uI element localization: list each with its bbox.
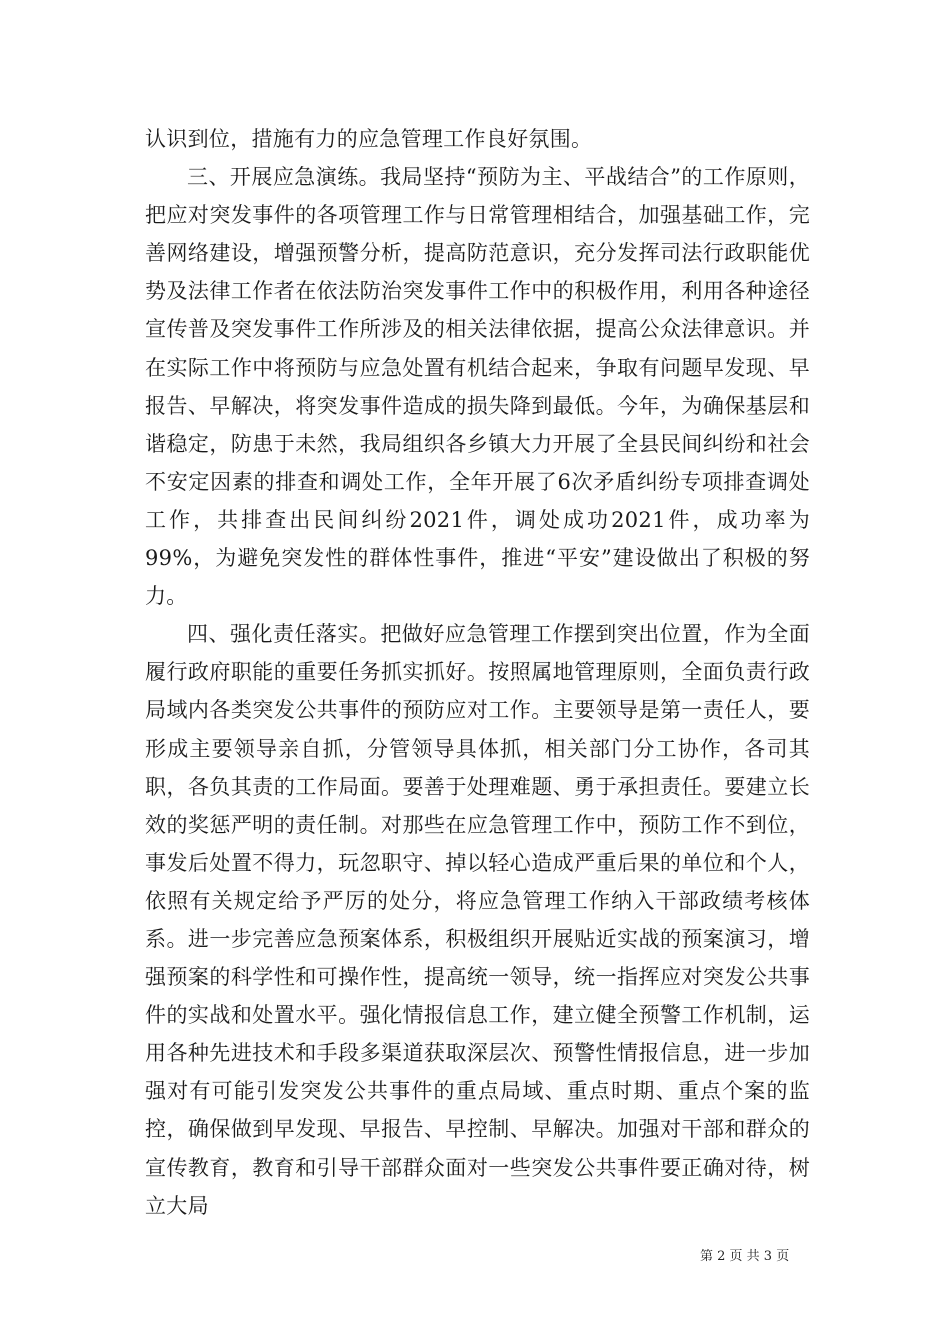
- page-number: 第 2 页 共 3 页: [700, 1249, 790, 1264]
- paragraph-emergency-drill: 三、开展应急演练。我局坚持“预防为主、平战结合”的工作原则，把应对突发事件的各项管理工作与日常管理相结合，加强基础工作，完善网络建设，增强预警分析，提高防范意识，充分发挥司法行政职能优势及法律工作者在依法防治突发事件工作中的积极作用，利用各种途径宣传普及突发事件工作所涉及的相关法律依据，提高公众法律意识。并在实际工作中将预防与应急处置有机结合起来，争取有问题早发现、早报告、早解决，将突发事件造成的损失降到最低。今年，为确保基层和谐稳定，防患于未然，我局组织各乡镇大力开展了全县民间纠纷和社会不安定因素的排查和调处工作，全年开展了6次矛盾纠纷专项排查调处工作，共排查出民间纠纷2021件，调处成功2021件，成功率为99%，为避免突发性的群体性事件，推进“平安”建设做出了积极的努力。: [145, 165, 810, 609]
- paragraph-responsibility: 四、强化责任落实。把做好应急管理工作摆到突出位置，作为全面履行政府职能的重要任务抓实抓好。按照属地管理原则，全面负责行政局域内各类突发公共事件的预防应对工作。主要领导是第一责任人，要形成主要领导亲自抓，分管领导具体抓，相关部门分工协作，各司其职，各负其责的工作局面。要善于处理难题、勇于承担责任。要建立长效的奖惩严明的责任制。对那些在应急管理工作中，预防工作不到位，事发后处置不得力，玩忽职守、掉以轻心造成严重后果的单位和个人，依照有关规定给予严厉的处分，将应急管理工作纳入干部政绩考核体系。进一步完善应急预案体系，积极组织开展贴近实战的预案演习，增强预案的科学性和可操作性，提高统一领导，统一指挥应对突发公共事件的实战和处置水平。强化情报信息工作，建立健全预警工作机制，运用各种先进技术和手段多渠道获取深层次、预警性情报信息，进一步加强对有可能引发突发公共事件的重点局域、重点时期、重点个案的监控，确保做到早发现、早报告、早控制、早解决。加强对干部和群众的宣传教育，教育和引导干部群众面对一些突发公共事件要正确对待，树立大局: [145, 622, 810, 1218]
- paragraph-continuation: 认识到位，措施有力的应急管理工作良好氛围。: [145, 127, 593, 151]
- document-body: [145, 120, 810, 1225]
